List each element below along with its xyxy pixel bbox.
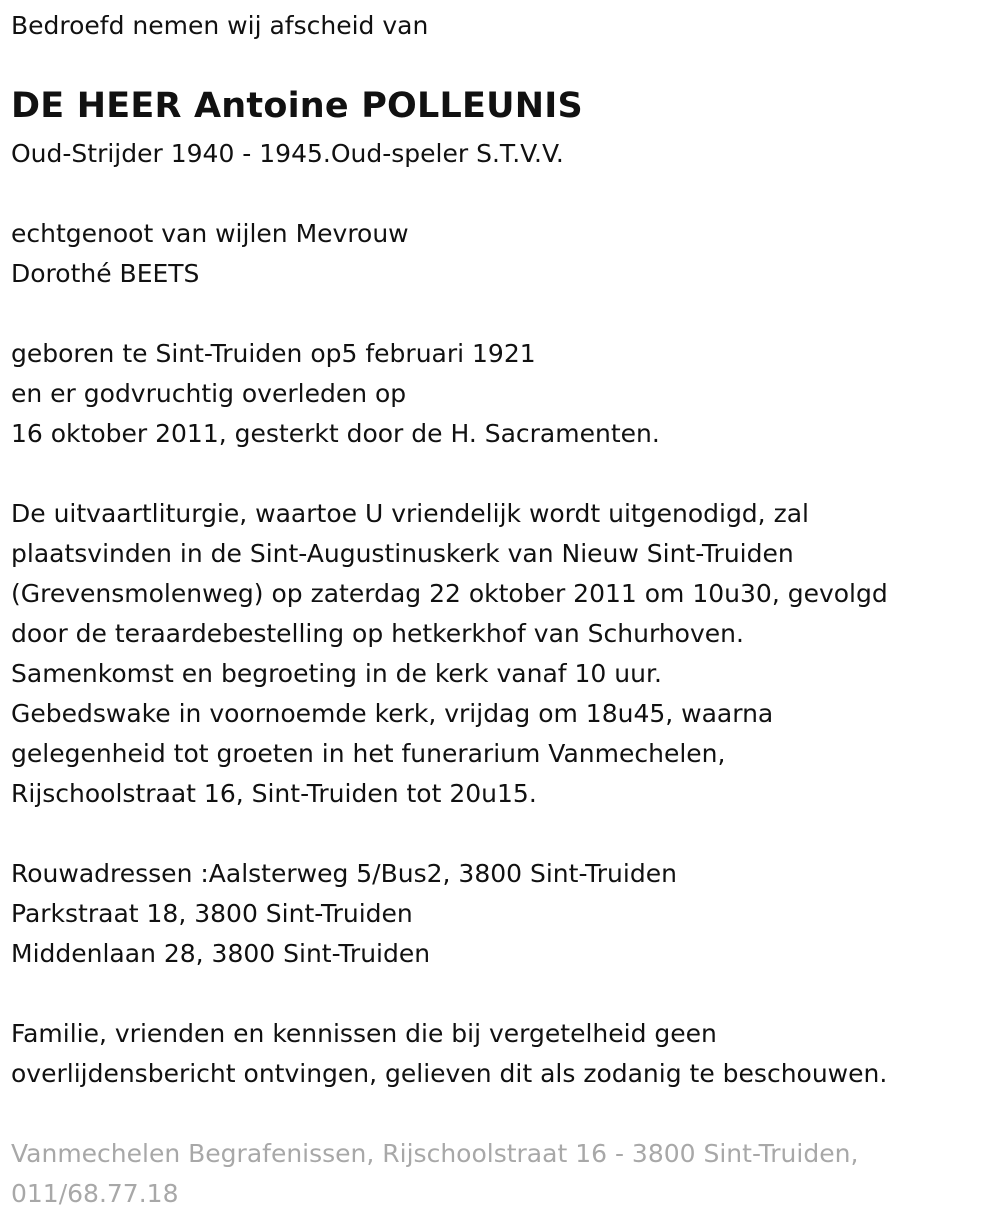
address-line: Rouwadressen :Aalsterweg 5/Bus2, 3800 Sint-Truiden [11,859,677,888]
deceased-name: DE HEER Antoine POLLEUNIS [11,86,583,126]
spouse-block [11,214,409,294]
funeral-line: Samenkomst en begroeting in de kerk vanaf 10 uur. [11,659,662,688]
address-line: Parkstraat 18, 3800 Sint-Truiden [11,899,413,928]
mourning-addresses-block [11,854,677,974]
footer-line: Vanmechelen Begrafenissen, Rijschoolstraat 16 - 3800 Sint-Truiden, [11,1139,859,1168]
birth-death-line: geboren te Sint-Truiden op5 februari 1921 [11,339,536,368]
family-note-block [11,1014,887,1094]
spouse-line: Dorothé BEETS [11,259,200,288]
birth-death-line: en er godvruchtig overleden op [11,379,407,408]
family-line: overlijdensbericht ontvingen, gelieven dit als zodanig te beschouwen. [11,1059,888,1088]
funeral-details-block [11,494,888,814]
footer-line: 011/68.77.18 [11,1179,179,1208]
titles-block [11,134,564,174]
funeral-line: plaatsvinden in de Sint-Augustinuskerk van Nieuw Sint-Truiden [11,539,794,568]
funeral-home-footer [11,1134,858,1214]
funeral-line: Rijschoolstraat 16, Sint-Truiden tot 20u15. [11,779,537,808]
address-line: Middenlaan 28, 3800 Sint-Truiden [11,939,431,968]
funeral-line: De uitvaartliturgie, waartoe U vriendelijk wordt uitgenodigd, zal [11,499,809,528]
titles-text: Oud-Strijder 1940 - 1945.Oud-speler S.T.V.V. [11,139,564,168]
family-line: Familie, vrienden en kennissen die bij vergetelheid geen [11,1019,717,1048]
birth-death-line: 16 oktober 2011, gesterkt door de H. Sacramenten. [11,419,660,448]
birth-death-block [11,334,660,454]
funeral-line: gelegenheid tot groeten in het funerarium Vanmechelen, [11,739,726,768]
funeral-line: (Grevensmolenweg) op zaterdag 22 oktober 2011 om 10u30, gevolgd [11,579,888,608]
funeral-line: Gebedswake in voornoemde kerk, vrijdag om 18u45, waarna [11,699,774,728]
intro-text: Bedroefd nemen wij afscheid van [11,11,429,40]
funeral-line: door de teraardebestelling op hetkerkhof van Schurhoven. [11,619,744,648]
spouse-line: echtgenoot van wijlen Mevrouw [11,219,409,248]
